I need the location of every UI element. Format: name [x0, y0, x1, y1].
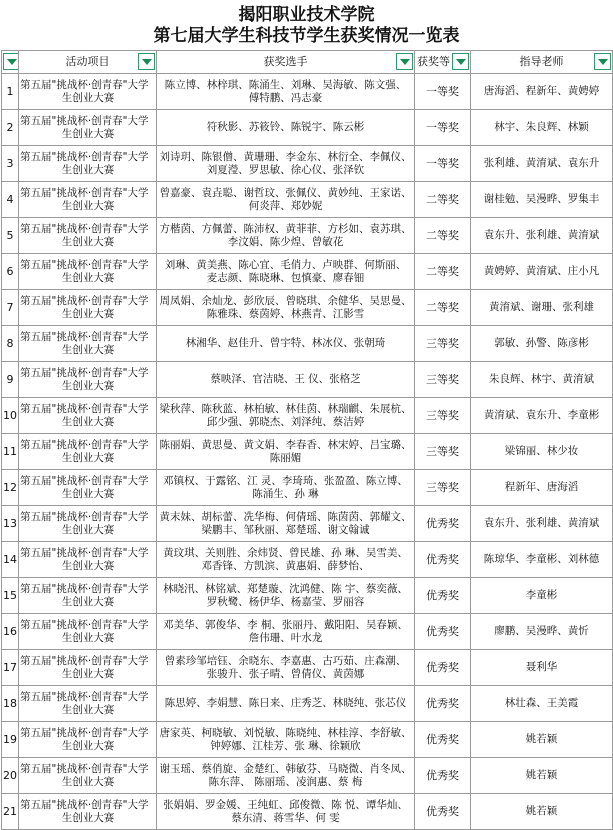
- winners-line-2: 蔡东清、蒋雪华、何 雯: [231, 811, 340, 824]
- row-index: 4: [2, 182, 19, 218]
- row-index: 7: [2, 290, 19, 326]
- award-cell: 优秀奖: [415, 758, 471, 794]
- activity-cell: [19, 398, 157, 434]
- sheet-title: 第七届大学生科技节学生获奖情况一览表: [153, 26, 460, 46]
- advisor-cell: 袁东升、张利雄、黄淯斌: [471, 218, 613, 254]
- header-index: [2, 51, 19, 74]
- activity-cell: [19, 650, 157, 686]
- row-index: 10: [2, 398, 19, 434]
- advisor-cell: 姚若颖: [471, 794, 613, 830]
- table-row[interactable]: [2, 686, 613, 722]
- winners-cell: [157, 686, 415, 722]
- row-index: 16: [2, 614, 19, 650]
- winners-line-2: 何炎萍、郑妙妮: [248, 199, 323, 212]
- award-cell: 二等奖: [415, 218, 471, 254]
- winners-line-2: 钟婷娜、江桂芳、张 琳、徐颖欣: [210, 739, 361, 752]
- filter-dropdown-award-icon[interactable]: [452, 53, 469, 70]
- table-row[interactable]: [2, 254, 613, 290]
- activity-line-1: 第五届"挑战杯·创青春"大学: [20, 546, 149, 559]
- advisor-cell: 郭敏、孙警、陈彦彬: [471, 326, 613, 362]
- activity-cell: [19, 542, 157, 578]
- table-row[interactable]: [2, 326, 613, 362]
- winners-cell: [157, 326, 415, 362]
- winners-cell: [157, 74, 415, 110]
- table-row[interactable]: [2, 146, 613, 182]
- activity-cell: [19, 74, 157, 110]
- activity-cell: [19, 254, 157, 290]
- winners-line-2: 詹伟珊、叶水龙: [248, 631, 323, 644]
- header-row: [2, 51, 613, 74]
- row-index: 14: [2, 542, 19, 578]
- table-row[interactable]: [2, 218, 613, 254]
- row-index: 3: [2, 146, 19, 182]
- advisor-cell: 程新年、唐海滔: [471, 470, 613, 506]
- activity-line-2: 生创业大赛: [61, 667, 115, 680]
- winners-line-1: 刘诗玥、陈银僧、黄珊珊、李金东、林衍全、李佩仪、: [159, 150, 412, 163]
- table-row[interactable]: [2, 506, 613, 542]
- winners-line-1: 谢玉瑶、蔡俏旋、金楚红、韩敏芬、马晓微、肖冬凤、: [159, 762, 412, 775]
- winners-cell: [157, 578, 415, 614]
- table-row[interactable]: [2, 398, 613, 434]
- winners-cell: [157, 398, 415, 434]
- activity-cell: [19, 758, 157, 794]
- advisor-cell: 谢桂勉、吴漫晔、罗集丰: [471, 182, 613, 218]
- awards-table: [1, 50, 613, 830]
- winners-line-1: 陈丽娟、黄思曼、黄文娟、李春香、林宋婷、吕宝璐、: [159, 438, 412, 451]
- winners-line-2: 李汶娟、陈少煌、曾敏花: [227, 235, 344, 248]
- award-cell: 三等奖: [415, 362, 471, 398]
- table-row[interactable]: [2, 722, 613, 758]
- row-index: 12: [2, 470, 19, 506]
- activity-line-2: 生创业大赛: [61, 127, 115, 140]
- table-row[interactable]: [2, 182, 613, 218]
- winners-line-1: 蔡映泽、官洁晓、王 仪、张格芝: [210, 373, 361, 385]
- award-cell: 优秀奖: [415, 506, 471, 542]
- activity-line-1: 第五届"挑战杯·创青春"大学: [20, 150, 149, 163]
- advisor-cell: 李童彬: [471, 578, 613, 614]
- activity-line-1: 第五届"挑战杯·创青春"大学: [20, 78, 149, 91]
- advisor-cell: 黄淯斌、袁东升、李童彬: [471, 398, 613, 434]
- activity-line-2: 生创业大赛: [61, 91, 115, 104]
- activity-cell: [19, 326, 157, 362]
- header-advisor-label: 指导老师: [519, 55, 564, 68]
- advisor-cell: 朱良辉、林宇、黄淯斌: [471, 362, 613, 398]
- activity-line-2: 生创业大赛: [61, 307, 115, 320]
- advisor-cell: 黄淯斌、谢珊、张利雄: [471, 290, 613, 326]
- winners-line-1: 刘琳、黄美燕、陈心宜、毛俏力、卢映群、何斯丽、: [164, 258, 407, 271]
- header-activity-label: 活动项目: [65, 55, 110, 68]
- winners-cell: [157, 542, 415, 578]
- winners-line-2: 罗秋鹭、杨伊华、杨嘉莹、罗丽容: [206, 595, 365, 608]
- activity-cell: [19, 110, 157, 146]
- winners-cell: [157, 650, 415, 686]
- activity-line-1: 第五届"挑战杯·创青春"大学: [20, 438, 149, 451]
- winners-line-2: 陈涌生、孙 琳: [252, 487, 319, 500]
- winners-cell: [157, 758, 415, 794]
- advisor-cell: 张利雄、黄淯斌、袁东升: [471, 146, 613, 182]
- award-cell: 三等奖: [415, 326, 471, 362]
- winners-line-1: 黄玟琪、关则胜、余炜贤、曾民雄、孙 琳、吴雪美、: [163, 546, 408, 559]
- winners-line-1: 邓美华、郭俊华、李 桐、张丽丹、戴阳阳、吴春颖、: [163, 618, 408, 631]
- winners-line-1: 陈立博、林梓琪、陈涌生、刘琳、吴海敏、陈文强、: [164, 78, 407, 91]
- activity-line-2: 生创业大赛: [61, 703, 115, 716]
- activity-line-1: 第五届"挑战杯·创青春"大学: [20, 654, 149, 667]
- winners-cell: [157, 182, 415, 218]
- activity-cell: [19, 146, 157, 182]
- table-row[interactable]: [2, 470, 613, 506]
- activity-line-2: 生创业大赛: [61, 271, 115, 284]
- winners-line-2: 邱少强、郭晓杰、刘泽纯、蔡洁婷: [206, 415, 365, 428]
- winners-line-1: 林湘华、赵佳升、曾宇特、林冰仪、张朝琦: [185, 337, 386, 349]
- school-name: 揭阳职业技术学院: [238, 5, 375, 25]
- winners-cell: [157, 614, 415, 650]
- table-row[interactable]: [2, 74, 613, 110]
- row-index: 1: [2, 74, 19, 110]
- winners-cell: [157, 434, 415, 470]
- winners-line-1: 陈思婷、李娟慧、陈日来、庄秀芝、林晓纯、张芯仪: [164, 697, 407, 709]
- activity-line-1: 第五届"挑战杯·创青春"大学: [20, 618, 149, 631]
- row-index: 18: [2, 686, 19, 722]
- activity-line-2: 生创业大赛: [61, 343, 115, 356]
- activity-line-2: 生创业大赛: [61, 415, 115, 428]
- advisor-cell: 聂利华: [471, 650, 613, 686]
- winners-line-2: 陈雅珠、蔡茵婷、林燕青、江影雪: [206, 307, 365, 320]
- award-cell: 一等奖: [415, 146, 471, 182]
- award-cell: 二等奖: [415, 290, 471, 326]
- winners-cell: [157, 722, 415, 758]
- activity-line-2: 生创业大赛: [61, 739, 115, 752]
- activity-line-1: 第五届"挑战杯·创青春"大学: [20, 474, 149, 487]
- activity-line-1: 第五届"挑战杯·创青春"大学: [20, 798, 149, 811]
- activity-line-2: 生创业大赛: [61, 379, 115, 392]
- advisor-cell: 姚若颖: [471, 722, 613, 758]
- row-index: 13: [2, 506, 19, 542]
- activity-line-1: 第五届"挑战杯·创青春"大学: [20, 690, 149, 703]
- activity-line-2: 生创业大赛: [61, 451, 115, 464]
- winners-line-2: 梁鹏丰、邹秋丽、郑楚瑶、谢文翰诚: [201, 523, 370, 536]
- winners-line-1: 符秋影、苏筱铃、陈锐宇、陈云彬: [206, 121, 365, 133]
- winners-line-1: 黄末妹、胡标蕾、冼华梅、何倩瑶、陈茵茵、郭耀文、: [159, 510, 412, 523]
- header-activity: [19, 51, 157, 74]
- winners-cell: [157, 110, 415, 146]
- activity-line-2: 生创业大赛: [61, 595, 115, 608]
- winners-line-1: 林晓汛、林铭斌、郑楚璇、沈鸿健、陈 宇、蔡奕薇、: [163, 582, 408, 595]
- award-cell: 优秀奖: [415, 650, 471, 686]
- row-index: 11: [2, 434, 19, 470]
- activity-line-1: 第五届"挑战杯·创青春"大学: [20, 366, 149, 379]
- winners-line-1: 梁秋萍、陈秋蓝、林柏敏、林佳茵、林瑞麒、朱展杭、: [159, 402, 412, 415]
- activity-line-2: 生创业大赛: [61, 487, 115, 500]
- advisor-cell: 黄娉婷、黄淯斌、庄小凡: [471, 254, 613, 290]
- table-row[interactable]: [2, 434, 613, 470]
- winners-line-2: 麦志颜、陈晓琳、包慎豪、廖春钿: [206, 271, 365, 284]
- header-advisor: [471, 51, 613, 74]
- activity-line-1: 第五届"挑战杯·创青春"大学: [20, 294, 149, 307]
- filter-dropdown-index-icon[interactable]: [3, 53, 19, 70]
- activity-line-2: 生创业大赛: [61, 523, 115, 536]
- title-block: [0, 0, 613, 50]
- header-winners-label: 获奖选手: [263, 55, 308, 68]
- award-cell: 优秀奖: [415, 542, 471, 578]
- table-row[interactable]: [2, 578, 613, 614]
- award-cell: 三等奖: [415, 434, 471, 470]
- table-row[interactable]: [2, 614, 613, 650]
- row-index: 2: [2, 110, 19, 146]
- activity-cell: [19, 218, 157, 254]
- award-cell: 二等奖: [415, 182, 471, 218]
- activity-cell: [19, 362, 157, 398]
- winners-cell: [157, 506, 415, 542]
- filter-dropdown-advisor-icon[interactable]: [594, 53, 611, 70]
- award-cell: 三等奖: [415, 398, 471, 434]
- activity-line-2: 生创业大赛: [61, 631, 115, 644]
- winners-line-2: 刘夏瀅、罗思敏、徐心仪、张泽钦: [206, 163, 365, 176]
- winners-cell: [157, 218, 415, 254]
- winners-line-2: 陈东萍、 陈丽瑶、凌润惠、蔡 梅: [208, 775, 363, 788]
- activity-line-2: 生创业大赛: [61, 775, 115, 788]
- activity-line-2: 生创业大赛: [61, 163, 115, 176]
- activity-line-1: 第五届"挑战杯·创青春"大学: [20, 726, 149, 739]
- winners-line-1: 曾嘉豪、袁垚聪、谢哲玟、张佩仪、黄妙纯、王家诺、: [159, 186, 412, 199]
- activity-cell: [19, 722, 157, 758]
- advisor-cell: 姚若颖: [471, 758, 613, 794]
- activity-line-1: 第五届"挑战杯·创青春"大学: [20, 186, 149, 199]
- row-index: 8: [2, 326, 19, 362]
- activity-cell: [19, 614, 157, 650]
- activity-cell: [19, 578, 157, 614]
- winners-cell: [157, 794, 415, 830]
- winners-line-1: 周凤娟、余灿龙、彭欣辰、曾晓琪、余健华、吴思曼、: [159, 294, 412, 307]
- award-cell: 一等奖: [415, 74, 471, 110]
- row-index: 20: [2, 758, 19, 794]
- winners-cell: [157, 470, 415, 506]
- row-index: 21: [2, 794, 19, 830]
- advisor-cell: 陈琼华、李童彬、刘林德: [471, 542, 613, 578]
- filter-dropdown-winners-icon[interactable]: [396, 53, 413, 70]
- table-row[interactable]: [2, 110, 613, 146]
- header-award: [415, 51, 471, 74]
- winners-line-2: 傅特鹏、冯志豪: [248, 91, 323, 104]
- advisor-cell: 林壮森、王美霞: [471, 686, 613, 722]
- table-row[interactable]: [2, 758, 613, 794]
- winners-cell: [157, 146, 415, 182]
- filter-dropdown-activity-icon[interactable]: [138, 53, 155, 70]
- activity-line-1: 第五届"挑战杯·创青春"大学: [20, 258, 149, 271]
- winners-cell: [157, 290, 415, 326]
- winners-line-2: 邓香锋、方凯滨、黄惠娟、薛梦怡、: [201, 559, 370, 572]
- activity-line-1: 第五届"挑战杯·创青春"大学: [20, 222, 149, 235]
- advisor-cell: 袁东升、张利雄、黄淯斌: [471, 506, 613, 542]
- award-cell: 三等奖: [415, 470, 471, 506]
- header-winners: [157, 51, 415, 74]
- activity-line-1: 第五届"挑战杯·创青春"大学: [20, 330, 149, 343]
- activity-cell: [19, 290, 157, 326]
- row-index: 6: [2, 254, 19, 290]
- advisor-cell: 林宇、朱良辉、林颖: [471, 110, 613, 146]
- activity-cell: [19, 506, 157, 542]
- award-cell: 优秀奖: [415, 722, 471, 758]
- winners-line-2: 陈丽媚: [269, 451, 302, 464]
- advisor-cell: 梁锦丽、林少妆: [471, 434, 613, 470]
- winners-line-1: 张娟娟、罗金媛、王纯虹、邱俊微、陈 悦、谭华灿、: [163, 798, 408, 811]
- activity-line-1: 第五届"挑战杯·创青春"大学: [20, 510, 149, 523]
- winners-line-1: 邓镇权、于露铭、江 灵、李琦琦、张盈盈、陈立博、: [163, 474, 408, 487]
- row-index: 17: [2, 650, 19, 686]
- header-award-label: 获奖等: [417, 55, 450, 68]
- activity-line-2: 生创业大赛: [61, 559, 115, 572]
- winners-line-1: 曾素珍邹培钰、余晓东、李嘉惠、古巧茹、庄森潮、: [164, 654, 407, 667]
- table-row[interactable]: [2, 290, 613, 326]
- activity-line-2: 生创业大赛: [61, 199, 115, 212]
- activity-line-2: 生创业大赛: [61, 235, 115, 248]
- advisor-cell: 廖鹏、吴漫晔、黄忻: [471, 614, 613, 650]
- activity-line-1: 第五届"挑战杯·创青春"大学: [20, 762, 149, 775]
- winners-line-1: 方楷茵、方佩蕾、陈沛权、黄菲菲、方杉如、袁苏琪、: [159, 222, 412, 235]
- winners-line-2: 张骏升、张子晴、曾倩仪、黄茵娜: [206, 667, 365, 680]
- activity-cell: [19, 434, 157, 470]
- row-index: 9: [2, 362, 19, 398]
- award-cell: 优秀奖: [415, 578, 471, 614]
- activity-line-1: 第五届"挑战杯·创青春"大学: [20, 402, 149, 415]
- winners-line-1: 唐家英、柯晓敏、刘悦敏、陈晓纯、林桂淳、李舒敏、: [159, 726, 412, 739]
- table-row[interactable]: [2, 794, 613, 830]
- activity-line-1: 第五届"挑战杯·创青春"大学: [20, 114, 149, 127]
- activity-line-1: 第五届"挑战杯·创青春"大学: [20, 582, 149, 595]
- activity-cell: [19, 794, 157, 830]
- award-cell: 一等奖: [415, 110, 471, 146]
- award-cell: 优秀奖: [415, 614, 471, 650]
- table-row[interactable]: [2, 362, 613, 398]
- row-index: 19: [2, 722, 19, 758]
- winners-cell: [157, 362, 415, 398]
- award-cell: 优秀奖: [415, 686, 471, 722]
- activity-cell: [19, 686, 157, 722]
- activity-cell: [19, 470, 157, 506]
- award-cell: 二等奖: [415, 254, 471, 290]
- row-index: 5: [2, 218, 19, 254]
- activity-cell: [19, 182, 157, 218]
- table-row[interactable]: [2, 542, 613, 578]
- winners-cell: [157, 254, 415, 290]
- table-row[interactable]: [2, 650, 613, 686]
- award-cell: 优秀奖: [415, 794, 471, 830]
- advisor-cell: 唐海滔、程新年、黄娉婷: [471, 74, 613, 110]
- row-index: 15: [2, 578, 19, 614]
- activity-line-2: 生创业大赛: [61, 811, 115, 824]
